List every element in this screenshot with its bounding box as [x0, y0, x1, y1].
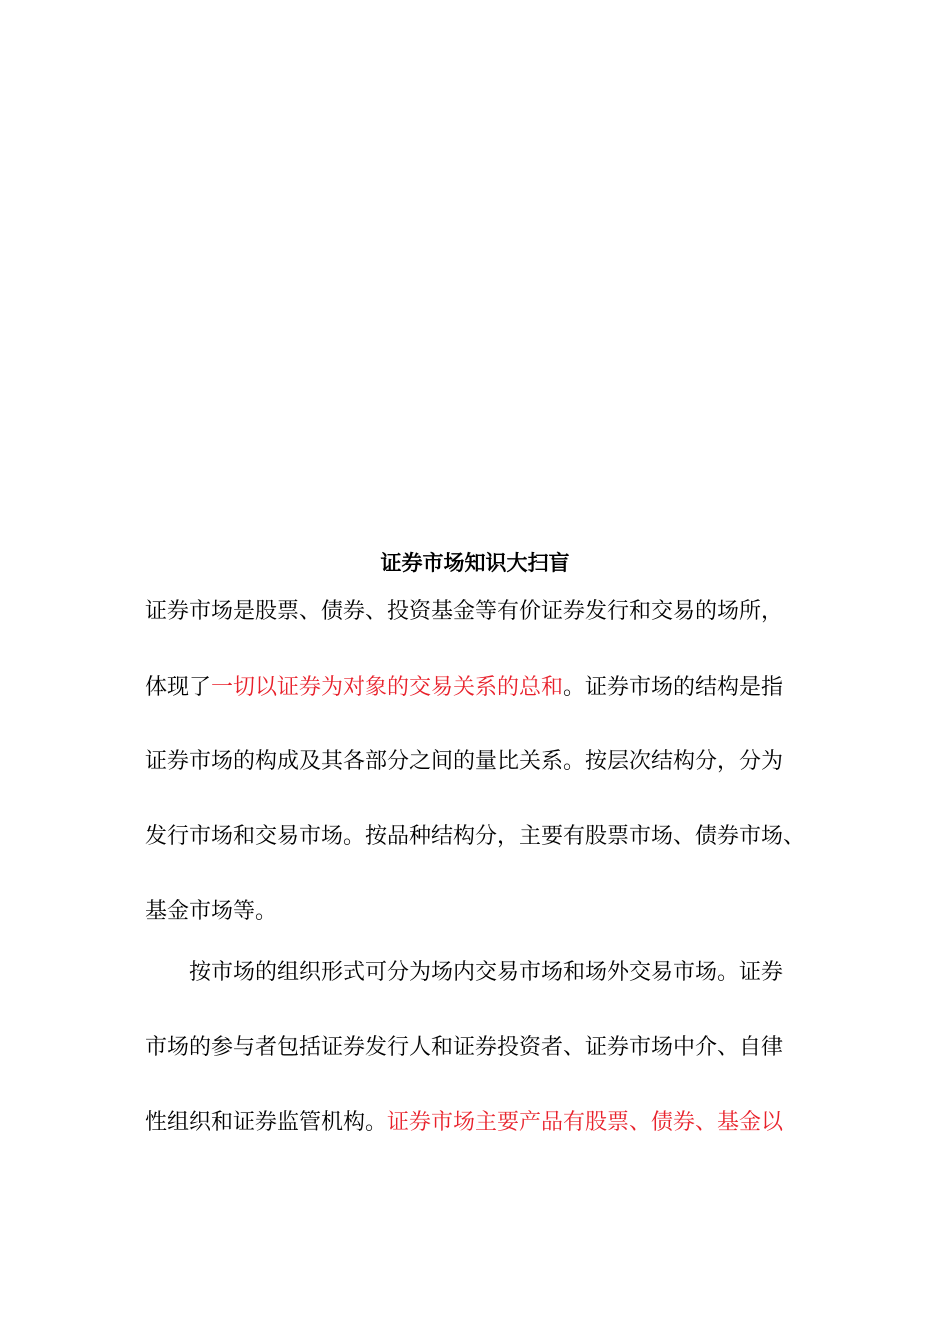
paragraph-line-4: 发行市场和交易市场。按品种结构分，主要有股票市场、债券市场、 — [145, 824, 806, 849]
paragraph-line-2 — [145, 673, 783, 703]
text-segment: 体现了 — [145, 675, 212, 700]
paragraph-line-1: 证券市场是股票、债券、投资基金等有价证券发行和交易的场所， — [145, 599, 784, 624]
paragraph-line-6: 按市场的组织形式可分为场内交易市场和场外交易市场。证券 — [189, 960, 784, 985]
highlighted-text: 一切以证券为对象的交易关系的总和 — [211, 675, 564, 700]
document-title: 证券市场知识大扫盲 — [380, 550, 570, 575]
text-segment: 。证券市场的结构是指 — [563, 675, 784, 700]
paragraph-line-3: 证券市场的构成及其各部分之间的量比关系。按层次结构分，分为 — [145, 749, 784, 774]
paragraph-line-5: 基金市场等。 — [145, 899, 278, 924]
text-segment: 性组织和证券监管机构。 — [145, 1110, 388, 1135]
paragraph-line-7: 市场的参与者包括证券发行人和证券投资者、证券市场中介、自律 — [145, 1035, 784, 1060]
highlighted-text: 证券市场主要产品有股票、债券、基金以 — [387, 1110, 784, 1135]
paragraph-line-8 — [145, 1108, 783, 1138]
